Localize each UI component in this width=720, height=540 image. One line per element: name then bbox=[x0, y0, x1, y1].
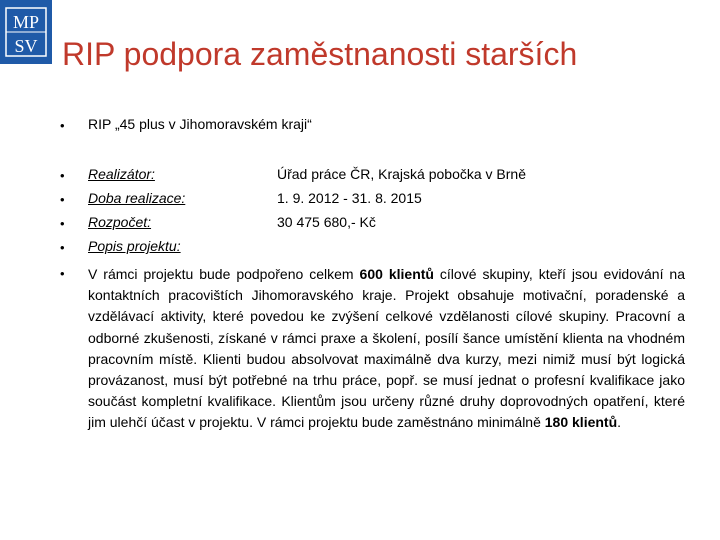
bullet-marker: • bbox=[60, 192, 65, 207]
description-bold-clients-employed: 180 klientů bbox=[544, 414, 618, 431]
bullet-marker: • bbox=[60, 118, 65, 133]
bullet-marker: • bbox=[60, 168, 65, 183]
description-text-2: cílové skupiny, kteří jsou evidování na kontaktních pracovištích Jihomoravského kraje. Projekt obsahuje motivační, poradenské a vzdělávací aktivity, které povedou ke zvýšení celkové vzdělanosti cílové skupiny. Pracovní a odborné zkušenosti, získané v rámci praxe a školení, posílí šance umístění klienta na vhodném pracovním místě. Klienti budou absolvovat maximálně dva kurzy, mezi nimiž musí být logická provázanost, musí být potřebné na trhu práce, popř. se musí jednat o profesní kvalifikace jako součást kompletní kvalifikace. Klientům jsou určeny různé druhy doprovodných opatření, které jim ulehčí účast v projektu. V rámci projektu bude zaměstnáno minimálně bbox=[88, 266, 685, 431]
project-description bbox=[88, 264, 685, 434]
description-text-1: V rámci projektu bude podpořeno celkem bbox=[88, 266, 360, 282]
bullet-marker: • bbox=[60, 240, 65, 255]
slide-title: RIP podpora zaměstnanosti starších bbox=[62, 36, 578, 72]
description-bold-clients-total: 600 klientů bbox=[359, 266, 434, 282]
bullet-marker: • bbox=[60, 216, 65, 231]
description-text-3: . bbox=[617, 414, 622, 431]
mpsv-logo bbox=[0, 0, 52, 64]
field-value-rozpocet: 30 475 680,- Kč bbox=[277, 214, 376, 230]
bullet-marker: • bbox=[60, 266, 65, 281]
field-label-popis: Popis projektu: bbox=[88, 238, 181, 254]
field-label-realizator: Realizátor: bbox=[88, 166, 155, 182]
field-label-rozpocet: Rozpočet: bbox=[88, 214, 152, 230]
field-label-doba: Doba realizace: bbox=[88, 190, 186, 206]
field-value-doba: 1. 9. 2012 - 31. 8. 2015 bbox=[277, 190, 422, 206]
logo-top-text: MP bbox=[12, 12, 40, 32]
field-value-realizator: Úřad práce ČR, Krajská pobočka v Brně bbox=[277, 166, 526, 182]
logo-bottom-text: SV bbox=[14, 36, 38, 56]
project-name: RIP „45 plus v Jihomoravském kraji“ bbox=[88, 116, 312, 132]
